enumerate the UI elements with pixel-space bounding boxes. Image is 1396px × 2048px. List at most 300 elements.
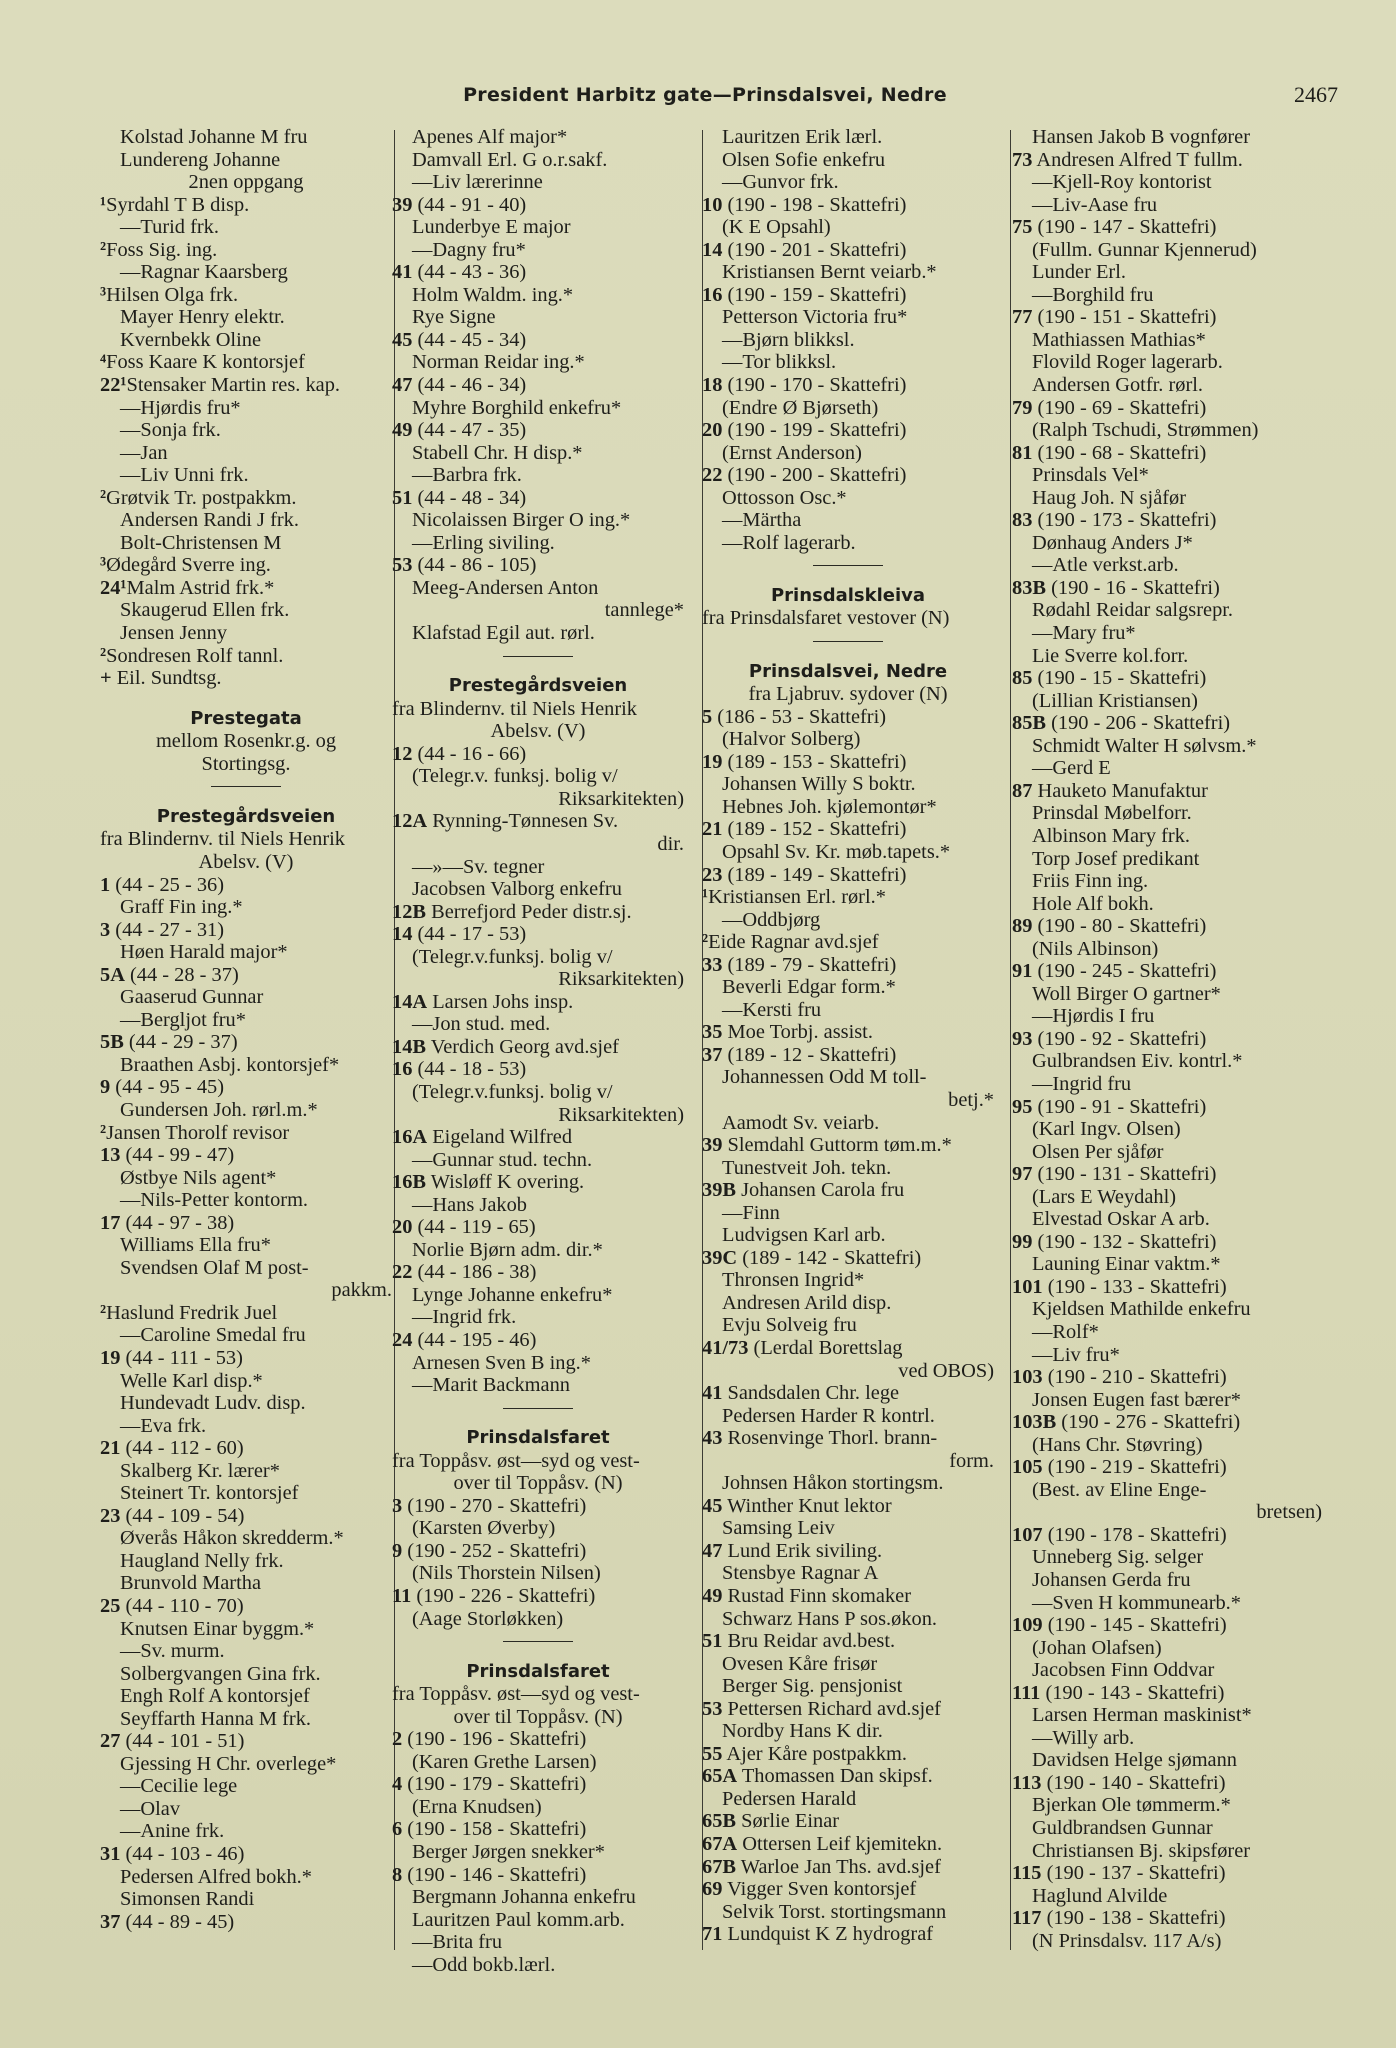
house-number: 31 xyxy=(100,1843,121,1866)
resident-entry xyxy=(100,1685,392,1708)
resident-entry xyxy=(100,851,392,874)
entry-text: —Sv. murm. xyxy=(120,1640,225,1663)
house-number: 13 xyxy=(100,1144,121,1167)
house-number: ² xyxy=(100,486,107,509)
entry-text: Stabell Chr. H disp.* xyxy=(412,441,583,464)
resident-entry xyxy=(702,351,994,374)
house-number: 41/73 xyxy=(702,1336,749,1359)
house-number: 3 xyxy=(100,918,111,941)
house-number: 33 xyxy=(702,953,723,976)
address-entry xyxy=(100,919,392,942)
entry-text: over til Toppåsv. (N) xyxy=(453,1472,623,1495)
entry-text: Moe Torbj. assist. xyxy=(722,1021,873,1044)
entry-text: Damvall Erl. G o.r.sakf. xyxy=(412,148,608,171)
entry-text: tannlege* xyxy=(604,599,684,622)
entry-text: (44 - 99 - 47) xyxy=(120,1144,235,1167)
house-number: 81 xyxy=(1012,441,1033,464)
resident-entry xyxy=(702,532,994,555)
entry-text: Rynning-Tønnesen Sv. xyxy=(427,810,619,833)
entry-text: —Sonja frk. xyxy=(120,419,221,442)
resident-entry xyxy=(100,126,392,149)
resident-entry xyxy=(392,1608,684,1631)
entry-text: —Gunnar stud. techn. xyxy=(412,1148,593,1171)
resident-entry xyxy=(392,1472,684,1495)
resident-entry xyxy=(702,149,994,172)
entry-text: (44 - 86 - 105) xyxy=(412,554,537,577)
entry-text: Aamodt Sv. veiarb. xyxy=(722,1111,880,1134)
resident-entry xyxy=(702,1314,994,1337)
address-entry xyxy=(100,1437,392,1460)
entry-text: Svendsen Olaf M post- xyxy=(120,1256,309,1279)
address-entry xyxy=(100,1730,392,1753)
resident-entry xyxy=(702,1450,994,1473)
entry-text: Pettersen Richard avd.sjef xyxy=(722,1697,941,1720)
entry-text: Nicolaissen Birger O ing.* xyxy=(412,509,631,532)
entry-text: Foss Kaare K kontorsjef xyxy=(106,351,305,374)
column-1 xyxy=(100,126,392,1933)
house-number: 16A xyxy=(392,1126,428,1149)
resident-entry xyxy=(1012,690,1322,713)
house-number: 69 xyxy=(702,1878,723,1901)
resident-entry xyxy=(702,976,994,999)
resident-entry xyxy=(392,765,684,788)
resident-entry xyxy=(1012,1727,1322,1750)
entry-text: fra Toppåsv. øst—syd og vest- xyxy=(392,1683,640,1706)
section-rule xyxy=(392,1397,684,1420)
entry-text: —Kersti fru xyxy=(722,998,822,1021)
entry-text: Gjessing H Chr. overlege* xyxy=(120,1752,337,1775)
entry-text: Sondresen Rolf tannl. xyxy=(106,644,284,667)
entry-text: Brunvold Martha xyxy=(120,1572,262,1595)
entry-text: Lynge Johanne enkefru* xyxy=(412,1283,613,1306)
resident-entry xyxy=(392,698,684,721)
house-number: 101 xyxy=(1012,1275,1043,1298)
entry-text: Hilsen Olga frk. xyxy=(106,283,239,306)
resident-entry xyxy=(1012,1637,1322,1660)
house-number: 39 xyxy=(392,193,413,216)
entry-text: fra Toppåsv. øst—syd og vest- xyxy=(392,1449,640,1472)
house-number: 45 xyxy=(702,1494,723,1517)
resident-entry xyxy=(702,1405,994,1428)
entry-text: Tunestveit Joh. tekn. xyxy=(722,1156,892,1179)
address-entry xyxy=(392,1585,684,1608)
resident-entry xyxy=(100,1234,392,1257)
entry-text: (Karen Grethe Larsen) xyxy=(412,1750,597,1773)
resident-entry xyxy=(100,171,392,194)
resident-entry xyxy=(1012,239,1322,262)
resident-entry xyxy=(100,1167,392,1190)
resident-entry xyxy=(702,1562,994,1585)
resident-entry xyxy=(1012,261,1322,284)
house-number: 83B xyxy=(1012,576,1046,599)
entry-text: —Liv fru* xyxy=(1032,1343,1120,1366)
entry-text: Davidsen Helge sjømann xyxy=(1032,1749,1237,1772)
entry-text: Stensaker Martin res. kap. xyxy=(126,374,340,397)
running-header: President Harbitz gate—Prinsdalsvei, Nedre xyxy=(463,84,947,106)
entry-text: (44 - 43 - 36) xyxy=(412,261,527,284)
entry-text: (190 - 91 - Skattefri) xyxy=(1032,1095,1207,1118)
resident-entry xyxy=(392,351,684,374)
address-entry xyxy=(1012,1524,1322,1547)
entry-text: Hole Alf bokh. xyxy=(1032,892,1154,915)
house-number: 115 xyxy=(1012,1862,1042,1885)
entry-text: (Johan Olafsen) xyxy=(1032,1636,1162,1659)
entry-text: (190 - 210 - Skattefri) xyxy=(1042,1366,1227,1389)
resident-entry xyxy=(702,329,994,352)
address-entry xyxy=(702,1765,994,1788)
address-entry xyxy=(702,1179,994,1202)
entry-text: Larsen Herman maskinist* xyxy=(1032,1704,1252,1727)
address-entry xyxy=(1012,1096,1322,1119)
entry-text: (44 - 95 - 45) xyxy=(110,1076,225,1099)
address-entry xyxy=(702,1585,994,1608)
resident-entry xyxy=(1012,1321,1322,1344)
entry-text: —Ingrid fru xyxy=(1032,1072,1132,1095)
house-number: 65A xyxy=(702,1765,738,1788)
house-number: 103 xyxy=(1012,1366,1043,1389)
entry-text: Lund Erik siviling. xyxy=(722,1539,883,1562)
address-entry xyxy=(100,374,392,397)
resident-entry xyxy=(100,1099,392,1122)
entry-text: mellom Rosenkr.g. og xyxy=(155,730,337,753)
house-number: 67A xyxy=(702,1833,738,1856)
entry-text: —Anine frk. xyxy=(120,1820,225,1843)
entry-text: Friis Finn ing. xyxy=(1032,870,1149,893)
entry-text: —Mary fru* xyxy=(1032,622,1136,645)
resident-entry xyxy=(100,1370,392,1393)
resident-entry xyxy=(702,171,994,194)
house-number: 75 xyxy=(1012,216,1033,239)
address-entry xyxy=(100,351,392,374)
house-number: 67B xyxy=(702,1855,736,1878)
entry-text: —Gunvor frk. xyxy=(722,171,839,194)
entry-text: —Hjørdis fru* xyxy=(120,396,241,419)
resident-entry xyxy=(1012,870,1322,893)
house-number: 18 xyxy=(702,374,723,397)
resident-entry xyxy=(1012,1885,1322,1908)
entry-text: Ajer Kåre postpakkm. xyxy=(722,1742,907,1765)
resident-entry xyxy=(392,397,684,420)
house-number: 2 xyxy=(392,1728,403,1751)
entry-text: (Nils Thorstein Nilsen) xyxy=(412,1562,601,1585)
address-entry xyxy=(1012,577,1322,600)
resident-entry xyxy=(392,1954,684,1977)
entry-text: Berrefjord Peder distr.sj. xyxy=(426,900,632,923)
entry-text: Olsen Sofie enkefru xyxy=(722,148,886,171)
entry-text: Arnesen Sven B ing.* xyxy=(412,1351,591,1374)
resident-entry xyxy=(1012,1389,1322,1412)
address-entry xyxy=(392,1495,684,1518)
house-number: 89 xyxy=(1012,915,1033,938)
address-entry xyxy=(1012,1682,1322,1705)
resident-entry xyxy=(1012,1118,1322,1141)
house-number: 93 xyxy=(1012,1027,1033,1050)
entry-text: Kolstad Johanne M fru xyxy=(120,126,308,148)
house-number: + xyxy=(100,667,112,690)
resident-entry xyxy=(392,1374,684,1397)
entry-text: Wisløff K overing. xyxy=(426,1171,585,1194)
resident-entry xyxy=(702,683,994,706)
entry-text: Pedersen Harder R kontrl. xyxy=(722,1404,935,1427)
entry-text: Ottersen Leif kjemitekn. xyxy=(737,1833,943,1856)
house-number: 16B xyxy=(392,1171,426,1194)
entry-text: Prinsdal Møbelforr. xyxy=(1032,802,1192,825)
resident-entry xyxy=(392,284,684,307)
entry-text: —Olav xyxy=(120,1797,181,1820)
entry-text: Ødegård Sverre ing. xyxy=(106,554,271,577)
house-number: 113 xyxy=(1012,1771,1042,1794)
street-heading: Prinsdalsfaret xyxy=(466,1660,610,1682)
resident-entry xyxy=(100,599,392,622)
entry-text: —»—Sv. tegner xyxy=(412,855,545,878)
entry-text: —Dagny fru* xyxy=(412,238,526,261)
address-entry xyxy=(100,964,392,987)
resident-entry xyxy=(1012,1208,1322,1231)
house-number: 55 xyxy=(702,1742,723,1765)
entry-text: Ottosson Osc.* xyxy=(722,486,847,509)
resident-entry xyxy=(100,1775,392,1798)
address-entry xyxy=(702,751,994,774)
entry-text: Bergmann Johanna enkefru xyxy=(412,1886,636,1909)
resident-entry xyxy=(392,216,684,239)
entry-text: Berger Sig. pensjonist xyxy=(722,1675,903,1698)
resident-entry xyxy=(392,1149,684,1172)
entry-text: Jonsen Eugen fast bærer* xyxy=(1032,1388,1241,1411)
house-number: 73 xyxy=(1012,148,1033,171)
entry-text: Hebnes Joh. kjølemontør* xyxy=(722,795,937,818)
resident-entry xyxy=(1012,194,1322,217)
address-entry xyxy=(1012,1862,1322,1885)
entry-text: —Nils-Petter kontorm. xyxy=(120,1189,309,1212)
entry-text: (Lerdal Borettslag xyxy=(748,1336,903,1359)
entry-text: (Telegr.v. funksj. bolig v/ xyxy=(412,765,618,788)
entry-text: —Liv lærerinne xyxy=(412,171,543,194)
entry-text: Albinson Mary frk. xyxy=(1032,824,1191,847)
house-number: 12A xyxy=(392,810,428,833)
house-number: 24¹ xyxy=(100,576,127,599)
entry-text: Eil. Sundtsg. xyxy=(111,667,222,690)
entry-text: (190 - 68 - Skattefri) xyxy=(1032,441,1207,464)
entry-text: (Ralph Tschudi, Strømmen) xyxy=(1032,419,1259,442)
entry-text: (Telegr.v.funksj. bolig v/ xyxy=(412,1080,613,1103)
entry-text: Olsen Per sjåfør xyxy=(1032,1140,1164,1163)
house-number: 95 xyxy=(1012,1095,1033,1118)
entry-text: (190 - 140 - Skattefri) xyxy=(1041,1771,1226,1794)
entry-text: (N Prinsdalsv. 117 A/s) xyxy=(1032,1929,1222,1952)
resident-entry xyxy=(702,1517,994,1540)
entry-text: Petterson Victoria fru* xyxy=(722,306,908,329)
house-number: ² xyxy=(100,1301,107,1324)
resident-entry xyxy=(100,1527,392,1550)
resident-entry xyxy=(1012,532,1322,555)
entry-text: Apenes Alf major* xyxy=(412,126,568,148)
resident-entry xyxy=(1012,1817,1322,1840)
resident-entry xyxy=(100,1550,392,1573)
resident-entry xyxy=(702,442,994,465)
house-number: 87 xyxy=(1012,779,1033,802)
resident-entry xyxy=(1012,554,1322,577)
address-entry xyxy=(392,743,684,766)
entry-text: Rustad Finn skomaker xyxy=(722,1585,911,1607)
address-entry xyxy=(392,374,684,397)
house-number: 41 xyxy=(702,1382,723,1405)
resident-entry xyxy=(702,1360,994,1383)
entry-text: (190 - 69 - Skattefri) xyxy=(1032,396,1207,419)
house-number: 39C xyxy=(702,1246,738,1269)
entry-text: Thomassen Dan skipsf. xyxy=(737,1765,933,1788)
house-number: 8 xyxy=(392,1863,403,1886)
resident-entry xyxy=(100,532,392,555)
address-entry xyxy=(392,554,684,577)
resident-entry xyxy=(702,126,994,149)
entry-text: Prinsdals Vel* xyxy=(1032,464,1149,487)
entry-text: (Karl Ingv. Olsen) xyxy=(1032,1118,1181,1141)
entry-text: Hansen Jakob B vognfører xyxy=(1032,126,1251,148)
entry-text: Johannessen Odd M toll- xyxy=(722,1066,927,1089)
entry-text: Lauritzen Erik lærl. xyxy=(722,126,883,148)
resident-entry xyxy=(392,1284,684,1307)
address-entry xyxy=(392,1216,684,1239)
section-rule xyxy=(702,554,994,577)
address-entry xyxy=(100,1302,392,1325)
resident-entry xyxy=(392,442,684,465)
house-number: 83 xyxy=(1012,509,1033,532)
entry-text: Johansen Gerda fru xyxy=(1032,1569,1191,1591)
resident-entry xyxy=(1012,938,1322,961)
resident-entry xyxy=(100,1618,392,1641)
entry-text: (Karsten Øverby) xyxy=(412,1517,556,1540)
resident-entry xyxy=(100,1572,392,1595)
address-entry xyxy=(702,1743,994,1766)
entry-text: (44 - 25 - 36) xyxy=(110,873,225,896)
address-entry xyxy=(1012,1276,1322,1299)
entry-text: Kvernbekk Oline xyxy=(120,328,261,351)
resident-entry xyxy=(392,856,684,879)
entry-text: Christiansen Bj. skipsfører xyxy=(1032,1839,1251,1862)
entry-text: —Borghild fru xyxy=(1032,283,1154,306)
entry-text: ved OBOS) xyxy=(898,1359,994,1382)
house-number: 22¹ xyxy=(100,374,127,397)
house-number: 19 xyxy=(702,750,723,773)
house-number: 1 xyxy=(100,873,111,896)
entry-text: (189 - 142 - Skattefri) xyxy=(737,1246,922,1269)
resident-entry xyxy=(702,306,994,329)
entry-text: (190 - 200 - Skattefri) xyxy=(722,464,907,487)
entry-text: —Erling siviling. xyxy=(412,531,555,554)
resident-entry xyxy=(100,1820,392,1843)
entry-text: (Endre Ø Bjørseth) xyxy=(722,396,879,419)
resident-entry xyxy=(392,149,684,172)
resident-entry xyxy=(100,149,392,172)
entry-text: —Willy arb. xyxy=(1032,1726,1135,1749)
entry-text: —Ingrid frk. xyxy=(412,1306,517,1329)
entry-text: Lundereng Johanne xyxy=(120,148,281,171)
house-number: 16 xyxy=(392,1058,413,1081)
entry-text: (190 - 270 - Skattefri) xyxy=(402,1494,587,1517)
entry-text: (44 - 110 - 70) xyxy=(120,1595,244,1617)
entry-text: Guldbrandsen Gunnar xyxy=(1032,1817,1213,1840)
resident-entry xyxy=(100,1324,392,1347)
entry-text: Lundquist K Z hydrograf xyxy=(722,1923,934,1946)
resident-entry xyxy=(1012,1298,1322,1321)
entry-text: Gaaserud Gunnar xyxy=(120,986,264,1009)
entry-text: Holm Waldm. ing.* xyxy=(412,283,574,306)
resident-entry xyxy=(100,896,392,919)
entry-text: —Jon stud. med. xyxy=(412,1013,551,1036)
resident-entry xyxy=(392,833,684,856)
entry-text: —Rolf lagerarb. xyxy=(722,531,856,554)
entry-text: Opsahl Sv. Kr. møb.tapets.* xyxy=(722,840,951,863)
resident-entry xyxy=(100,986,392,1009)
entry-text: —Sven H kommunearb.* xyxy=(1032,1591,1241,1614)
entry-text: Myhre Borghild enkefru* xyxy=(412,396,622,419)
resident-entry xyxy=(392,1683,684,1706)
entry-text: —Caroline Smedal fru xyxy=(120,1324,306,1347)
entry-text: Sandsdalen Chr. lege xyxy=(722,1382,900,1405)
resident-entry xyxy=(1012,1005,1322,1028)
entry-text: (44 - 119 - 65) xyxy=(412,1216,536,1239)
entry-text: —Oddbjørg xyxy=(722,908,821,931)
address-entry xyxy=(1012,149,1322,172)
entry-text: Flovild Roger lagerarb. xyxy=(1032,351,1223,374)
entry-text: (44 - 195 - 46) xyxy=(412,1328,537,1351)
resident-entry xyxy=(1012,1749,1322,1772)
entry-text: Abelsv. (V) xyxy=(490,720,586,743)
address-entry xyxy=(392,1818,684,1841)
section-rule xyxy=(100,775,392,798)
entry-text: (44 - 89 - 45) xyxy=(120,1910,235,1933)
entry-text: Thronsen Ingrid* xyxy=(722,1269,865,1292)
address-entry xyxy=(702,954,994,977)
entry-text: (189 - 153 - Skattefri) xyxy=(722,750,907,773)
entry-text: bretsen) xyxy=(1256,1501,1322,1524)
address-entry xyxy=(702,1134,994,1157)
resident-entry xyxy=(100,216,392,239)
entry-text: (190 - 219 - Skattefri) xyxy=(1042,1456,1227,1479)
address-entry xyxy=(100,1122,392,1145)
resident-entry xyxy=(1012,487,1322,510)
entry-text: Woll Birger O gartner* xyxy=(1032,982,1221,1005)
resident-entry xyxy=(1012,1794,1322,1817)
address-entry xyxy=(100,1347,392,1370)
house-number: 25 xyxy=(100,1595,121,1617)
entry-text: (Hans Chr. Støvring) xyxy=(1032,1433,1203,1456)
resident-entry xyxy=(100,1460,392,1483)
address-entry xyxy=(702,284,994,307)
resident-entry xyxy=(1012,1073,1322,1096)
address-entry xyxy=(702,864,994,887)
house-number: 37 xyxy=(702,1043,723,1066)
address-entry xyxy=(1012,1614,1322,1637)
address-entry xyxy=(1012,1456,1322,1479)
address-entry xyxy=(100,1212,392,1235)
entry-text: (44 - 27 - 31) xyxy=(110,918,225,941)
entry-text: (190 - 132 - Skattefri) xyxy=(1032,1230,1217,1253)
address-entry xyxy=(702,1833,994,1856)
entry-text: Evju Solveig fru xyxy=(722,1314,857,1337)
resident-entry xyxy=(1012,983,1322,1006)
resident-entry xyxy=(702,796,994,819)
house-number: 12 xyxy=(392,742,413,765)
entry-text: (190 - 15 - Skattefri) xyxy=(1032,667,1207,690)
entry-text: Dønhaug Anders J* xyxy=(1032,531,1193,554)
entry-text: (44 - 112 - 60) xyxy=(120,1437,244,1460)
entry-text: —Gerd E xyxy=(1032,757,1111,780)
entry-text: Andersen Gotfr. rørl. xyxy=(1032,374,1204,397)
entry-text: (190 - 196 - Skattefri) xyxy=(402,1728,587,1751)
resident-entry xyxy=(100,1189,392,1212)
resident-entry xyxy=(702,841,994,864)
